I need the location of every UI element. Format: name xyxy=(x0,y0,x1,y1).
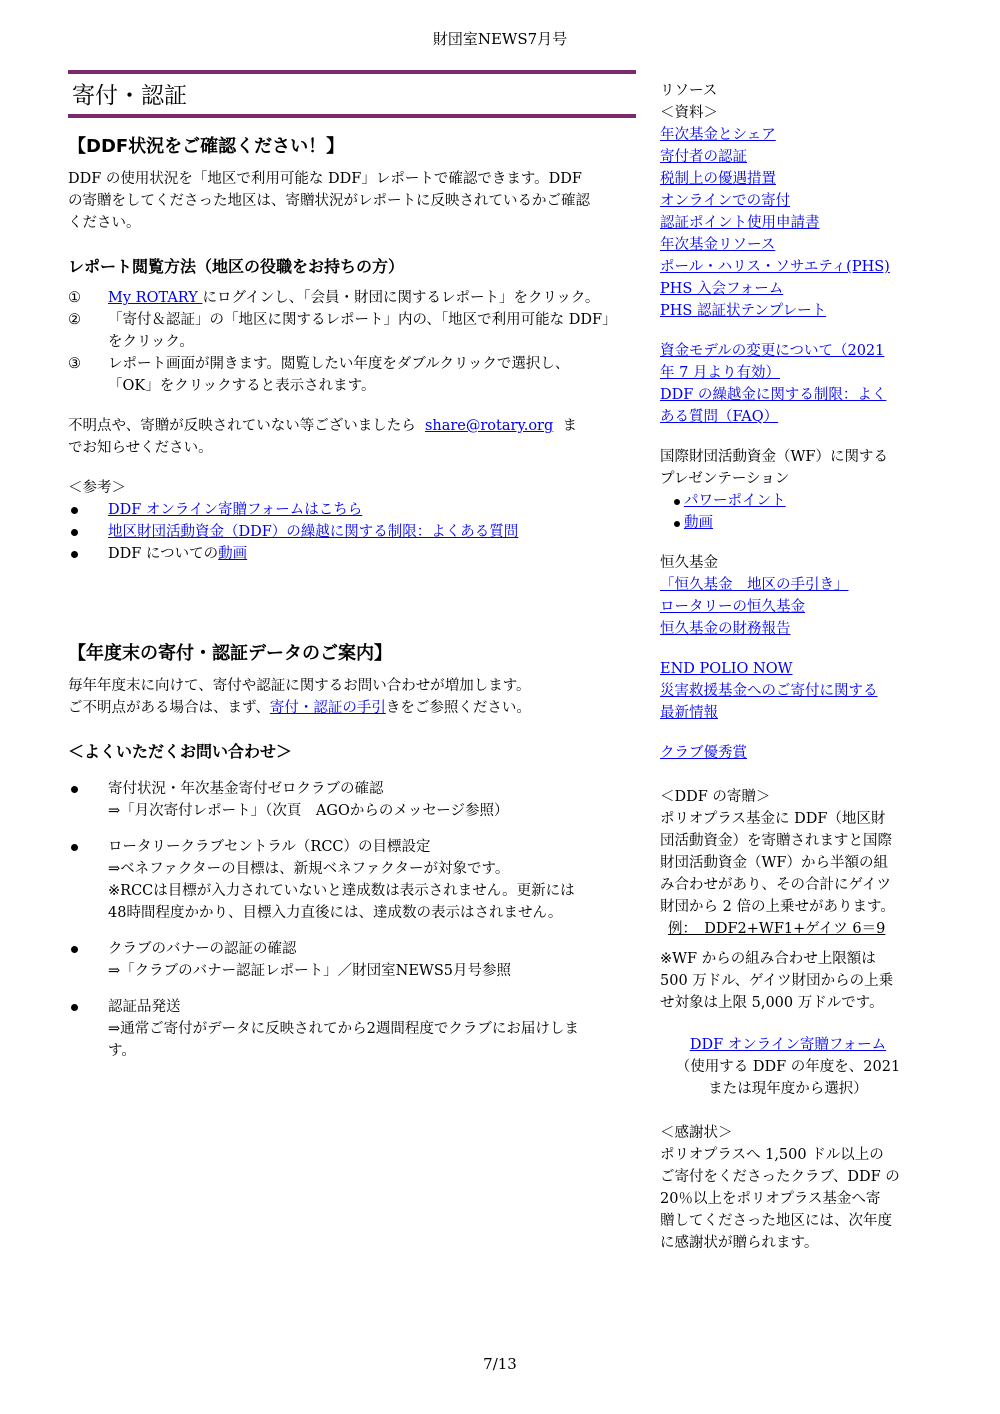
ref-item xyxy=(68,521,636,543)
wf-links xyxy=(660,490,916,534)
ddf-heading: 【DDF状況をご確認ください！】 xyxy=(68,136,345,157)
polio-block xyxy=(660,658,916,724)
endowment-label: 恒久基金 xyxy=(660,555,718,571)
ref-item: DDF についての動画 xyxy=(68,543,636,565)
endowment-link[interactable]: 「恒久基金 地区の手引き」 xyxy=(660,577,849,593)
thanks-block: ＜感謝状＞ ポリオプラスへ 1,500 ドル以上の ご寄付をくださったクラブ、DDF の 20％以上をポリオプラス基金へ寄 贈してくださった地区には、次年度 に感謝状が贈られます。 xyxy=(660,1125,900,1251)
ddf-faq-link[interactable]: ある質問（FAQ） xyxy=(660,409,779,425)
ref-label: ＜参考＞ xyxy=(68,480,126,496)
faq-item: 寄付状況・年次基金寄付ゼロクラブの確認 ⇒「月次寄付レポート」（次頁 AGOからのメッセージ参照） xyxy=(68,778,636,822)
faq-heading: ＜よくいただくお問い合わせ＞ xyxy=(68,742,293,761)
page-header: 財団室NEWS7月号 xyxy=(432,30,568,48)
funding-block xyxy=(660,340,916,428)
funding-model-link[interactable]: 資金モデルの変更について（2021 xyxy=(660,343,885,359)
list-item xyxy=(660,512,916,534)
report-steps xyxy=(68,287,636,397)
resource-link[interactable]: 年次基金リソース xyxy=(660,237,776,253)
ddf-online-form-link[interactable]: DDF オンライン寄贈フォームはこちら xyxy=(108,502,363,518)
resource-link[interactable]: オンラインでの寄付 xyxy=(660,193,791,209)
ddf-intro: DDF の使用状況を「地区で利用可能な DDF」レポートで確認できます。DDF の寄贈をしてくださった地区は、寄贈状況がレポートに反映されているかご確認 ください。 xyxy=(68,171,590,231)
page-number: 7/13 xyxy=(483,1355,517,1373)
faq-item: 認証品発送 ⇒通常ご寄付がデータに反映されてから2週間程度でクラブにお届けしま す。 xyxy=(68,996,636,1062)
disaster-fund-link[interactable]: 最新情報 xyxy=(660,705,718,721)
ref-item xyxy=(68,499,636,521)
resources-block xyxy=(660,80,916,322)
club-award-link[interactable]: クラブ優秀賞 xyxy=(660,745,747,761)
ddf-carryover-faq-link[interactable]: 地区財団活動資金（DDF）の繰越に関する制限：よくある質問 xyxy=(108,524,519,540)
resources-label: リソース xyxy=(660,83,718,99)
my-rotary-link[interactable]: My ROTARY xyxy=(108,290,203,306)
resource-link[interactable]: ポール・ハリス・ソサエティ(PHS) xyxy=(660,259,890,275)
resource-link[interactable]: PHS 入会フォーム xyxy=(660,281,784,297)
resource-link[interactable]: PHS 認証状テンプレート xyxy=(660,303,827,319)
faq-list xyxy=(68,778,636,1062)
materials-label: ＜資料＞ xyxy=(660,105,718,121)
endowment-block xyxy=(660,552,916,640)
faq-item: クラブのバナーの認証の確認 ⇒「クラブのバナー認証レポート」／財団室NEWS5月号参照 xyxy=(68,938,636,982)
wf-block: 国際財団活動資金（WF）に関する プレゼンテーション パワーポイント 動画 xyxy=(660,446,916,534)
video-link[interactable]: 動画 xyxy=(684,515,713,531)
ddf-video-link[interactable]: 動画 xyxy=(218,546,248,562)
resource-link[interactable]: 税制上の優遇措置 xyxy=(660,171,776,187)
end-polio-link[interactable]: END POLIO NOW xyxy=(660,661,793,677)
ddf-example: 例： DDF2+WF1+ゲイツ 6＝9 xyxy=(668,921,886,937)
section-title: 寄付・認証 xyxy=(68,70,636,118)
yearend-intro: 毎年年度末に向けて、寄付や認証に関するお問い合わせが増加します。 ご不明点がある場合は、まず、寄付・認証の手引きをご参照ください。 xyxy=(68,678,531,716)
faq-item: ロータリークラブセントラル（RCC）の目標設定 ⇒ベネファクターの目標は、新規ベネファクターが対象です。 ※RCCは目標が入力されていないと達成数は表示されません。更新には 48時間程度かかり、目標入力直後には、達成数の表示はされません。 xyxy=(68,836,636,924)
endowment-link[interactable]: ロータリーの恒久基金 xyxy=(660,599,805,615)
club-award-block xyxy=(660,742,916,764)
disaster-fund-link[interactable]: 災害救援基金へのご寄付に関する xyxy=(660,683,878,699)
form-block: DDF オンライン寄贈フォーム （使用する DDF の年度を、2021 または現年度から選択） xyxy=(660,1034,916,1100)
guide-link[interactable]: 寄付・認証の手引 xyxy=(269,700,386,716)
step-1: ① My ROTARY にログインし、「会員・財団に関するレポート」をクリック。 xyxy=(68,290,600,306)
contact-text: 不明点や、寄贈が反映されていない等ございましたら share@rotary.org ま でお知らせください。 xyxy=(68,418,577,456)
resource-link[interactable]: 年次基金とシェア xyxy=(660,127,776,143)
main-column xyxy=(68,70,636,1076)
ddf-form-link[interactable]: DDF オンライン寄贈フォーム xyxy=(689,1037,887,1053)
resource-link[interactable]: 認証ポイント使用申請書 xyxy=(660,215,820,231)
email-link[interactable]: share@rotary.org xyxy=(424,418,554,434)
funding-model-link[interactable]: 年 7 月より有効） xyxy=(660,365,780,381)
step-3: ③ レポート画面が開きます。閲覧したい年度をダブルクリックで選択し、 「OK」をクリックすると表示されます。 xyxy=(68,356,570,394)
step-2: ② 「寄付＆認証」の「地区に関するレポート」内の、「地区で利用可能な DDF」 をクリック。 xyxy=(68,312,617,350)
resource-link[interactable]: 寄付者の認証 xyxy=(660,149,747,165)
powerpoint-link[interactable]: パワーポイント xyxy=(684,493,786,509)
sidebar xyxy=(660,80,916,1272)
report-heading: レポート閲覧方法（地区の役職をお持ちの方） xyxy=(68,257,405,276)
ddf-faq-link[interactable]: DDF の繰越金に関する制限：よく xyxy=(660,387,887,403)
list-item xyxy=(660,490,916,512)
wf-note-block: ※WF からの組み合わせ上限額は 500 万ドル、ゲイツ財団からの上乗 せ対象は上限 5,000 万ドルです。 xyxy=(660,951,894,1011)
yearend-heading: 【年度末の寄付・認証データのご案内】 xyxy=(68,643,392,664)
ref-list xyxy=(68,499,636,565)
ddf-donation-block: ＜DDF の寄贈＞ ポリオプラス基金に DDF（地区財 団活動資金）を寄贈されますと国際 財団活動資金（WF）から半額の組 み合わせがあり、その合計にゲイツ 財団から 2 倍の上乗せがあります。 例： DDF2+WF1+ゲイツ 6＝9 xyxy=(660,789,895,937)
endowment-link[interactable]: 恒久基金の財務報告 xyxy=(660,621,791,637)
